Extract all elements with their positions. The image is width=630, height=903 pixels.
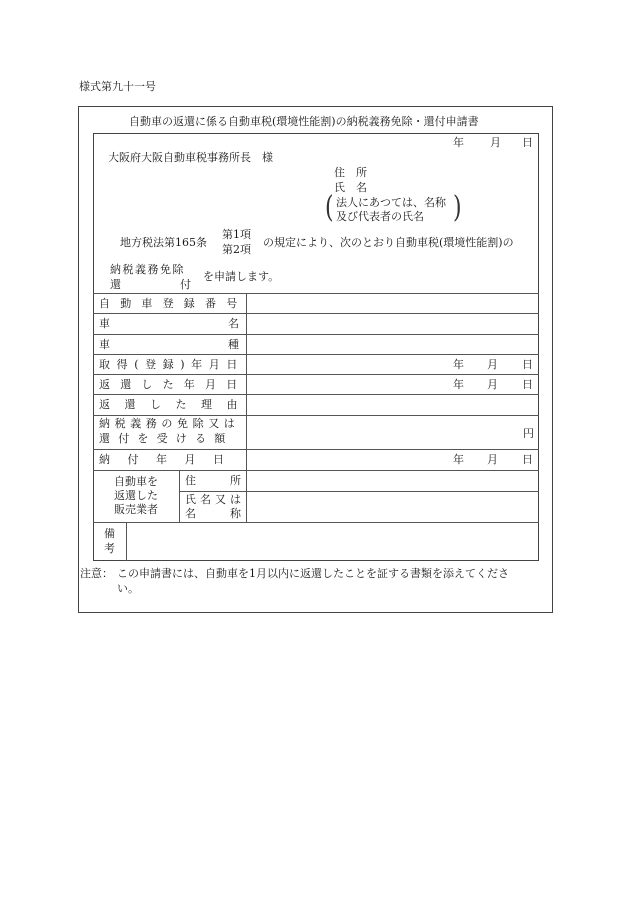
row-divider [93, 374, 539, 375]
acquisition-day: 日 [522, 358, 533, 371]
label-return-date: 返還した年月日 [99, 378, 248, 391]
row-divider [93, 415, 539, 416]
header-date-year: 年 [453, 136, 464, 149]
request-option-refund-a: 還 [110, 278, 121, 291]
row-divider [93, 394, 539, 395]
return-month: 月 [487, 378, 498, 391]
law-clause-2: 第2項 [222, 243, 251, 256]
label-amount-line2: 還付を受ける額 [99, 432, 234, 445]
payment-day: 日 [522, 453, 533, 466]
corp-note-line1: 法人にあつては、名称 [336, 196, 446, 209]
label-text: 名 [185, 507, 196, 520]
label-text: 車 [99, 317, 110, 330]
label-text: 車 [99, 338, 110, 351]
note-line1: この申請書には、自動車を1月以内に返還したことを証する書類を添えてくださ [117, 567, 509, 580]
label-registration-number [99, 297, 248, 310]
note-line2: い。 [117, 582, 139, 595]
form-number: 様式第九十一号 [79, 80, 156, 93]
label-vehicle-type [99, 339, 239, 350]
label-vehicle-name [99, 318, 239, 329]
label-dealer-name-line2 [185, 508, 241, 519]
label-text: 自動車登録番号 [99, 297, 248, 310]
note-label: 注意： [80, 567, 113, 580]
row-divider [93, 470, 539, 471]
form-title: 自動車の返還に係る自動車税(環境性能割)の納税義務免除・還付申請書 [129, 115, 479, 128]
amount-yen-unit: 円 [523, 427, 534, 440]
dealer-label-line3: 販売業者 [114, 503, 158, 516]
applicant-address-label: 住 所 [334, 166, 367, 179]
label-amount-line1: 納税義務の免除又は [99, 417, 240, 430]
row-divider [93, 313, 539, 314]
law-continuation: の規定により、次のとおり自動車税(環境性能割)の [263, 236, 514, 249]
acquisition-year: 年 [453, 358, 464, 371]
row-divider [93, 334, 539, 335]
label-dealer-address [185, 475, 241, 486]
label-text: 所 [230, 474, 241, 487]
dealer-label-line1: 自動車を [114, 475, 158, 488]
divider-header [93, 293, 539, 294]
row-divider-dealer [179, 491, 539, 492]
label-acquisition-date: 取得(登録)年月日 [99, 358, 244, 371]
label-payment-date: 納付年月日 [99, 453, 242, 466]
law-clause-1: 第1項 [222, 228, 251, 241]
label-return-reason: 返還した理由 [99, 398, 252, 411]
row-divider [93, 522, 539, 523]
label-dealer-name-line1: 氏名又は [185, 493, 245, 506]
label-text: 称 [230, 507, 241, 520]
header-date-month: 月 [490, 136, 501, 149]
label-text: 住 [185, 474, 196, 487]
addressee: 大阪府大阪自動車税事務所長 様 [108, 151, 273, 164]
return-year: 年 [453, 378, 464, 391]
header-date-day: 日 [522, 136, 533, 149]
bracket-left: ( [325, 191, 334, 226]
corp-note-line2: 及び代表者の氏名 [336, 210, 424, 223]
dealer-label-line2: 返還した [114, 489, 158, 502]
acquisition-month: 月 [487, 358, 498, 371]
label-remarks-b: 考 [104, 542, 115, 555]
dealer-column-divider [179, 470, 180, 522]
label-remarks-a: 備 [104, 527, 115, 540]
label-text: 種 [228, 338, 239, 351]
law-article: 地方税法第165条 [120, 236, 207, 249]
payment-month: 月 [487, 453, 498, 466]
row-divider [93, 354, 539, 355]
row-divider [93, 449, 539, 450]
remarks-column-divider [126, 522, 127, 561]
bracket-right: ) [453, 191, 462, 226]
applicant-name-label: 氏 名 [334, 181, 367, 194]
request-option-exemption: 納税義務免除 [110, 263, 185, 276]
label-text: 名 [228, 317, 239, 330]
payment-year: 年 [453, 453, 464, 466]
request-tail: を申請します。 [203, 270, 280, 283]
request-option-refund-b: 付 [180, 278, 191, 291]
return-day: 日 [522, 378, 533, 391]
